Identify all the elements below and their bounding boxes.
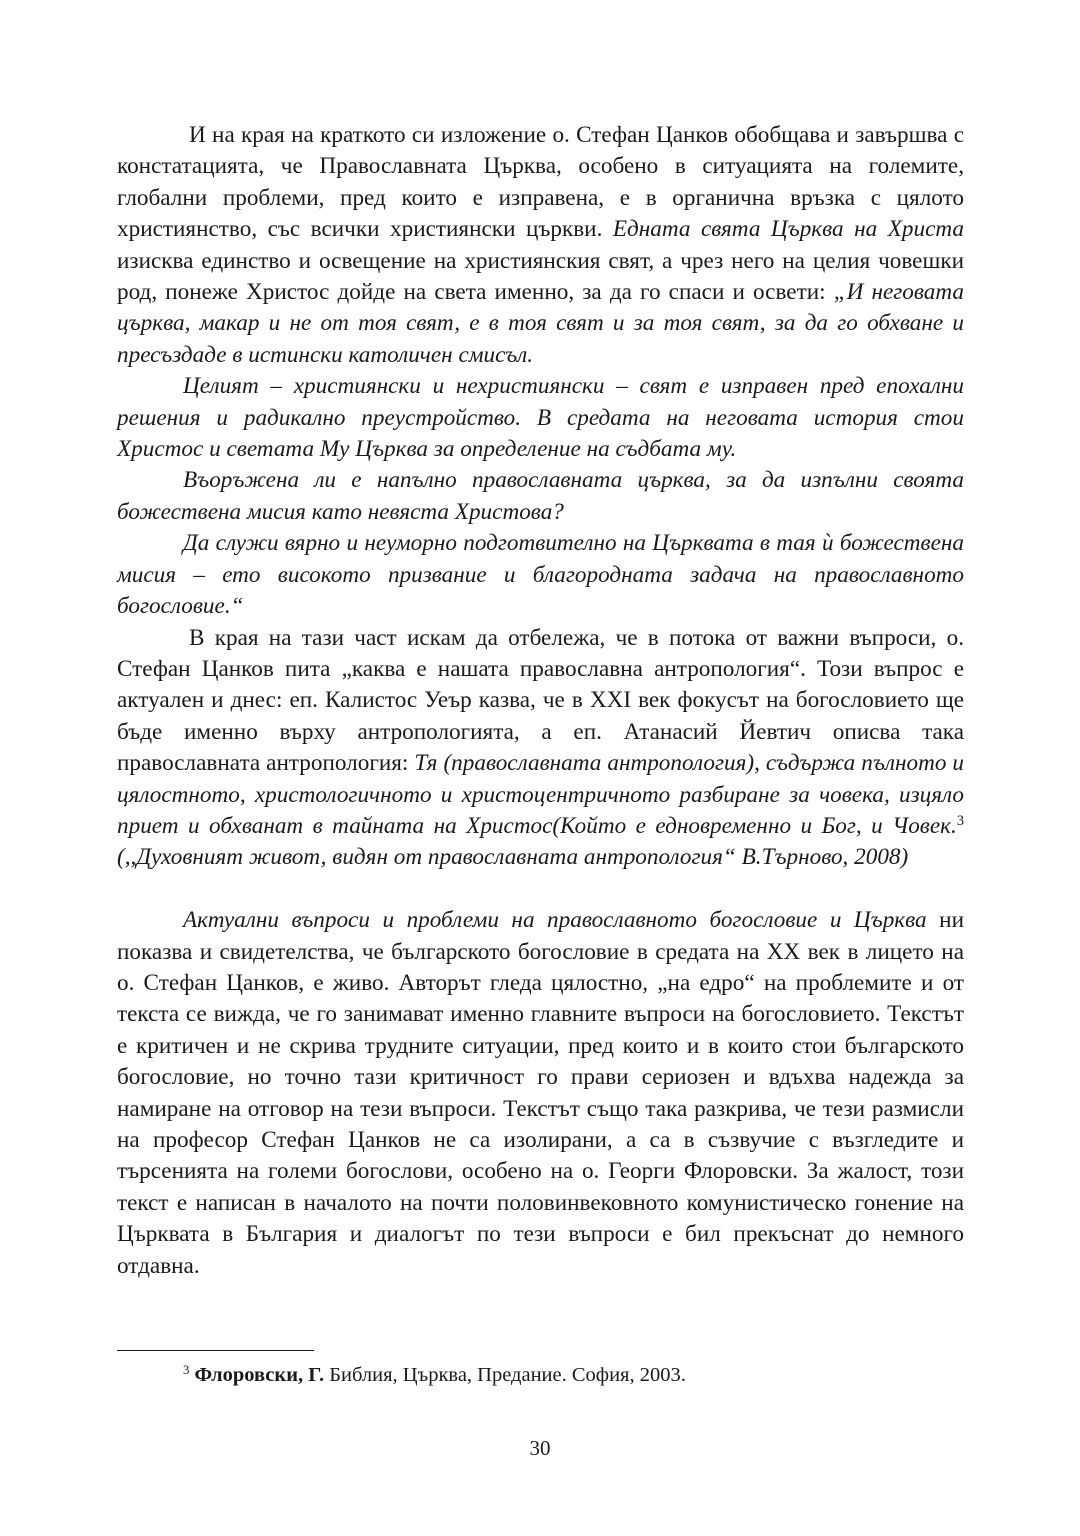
italic-text: „И неговата църква, макар и не от тоя свят, е в тоя свят и за тоя свят, за да го обхване и пресъздаде в истински католичен смисъл. — [117, 279, 965, 368]
text-run: ни показва и свидетелства, че българското богословие в средата на XX век в лицето на о. Стефан Цанков, е живо. Авторът гледа цялостно, „на едро“ на проблемите и от текста се вижда, че го занимават именно главните въпроси на богословието. Текстът е критичен и не скрива трудните ситуации, пред които и в които стои българското богословие, но точно тази критичност го прави сериозен и вдъхва надежда за намиране на отговор на тези въпроси. Текстът също така разкрива, че тези размисли на професор Стефан Цанков не са изолирани, а са в съзвучие с възгледите и търсенията на големи богослови, особено на о. Георги Флоровски. За жалост, този текст е написан в началото на почти половинвековното комунистическо гонение на Църквата в България и диалогът по тези въпроси е бил прекъснат до немного отдавна. — [117, 907, 964, 1279]
footnote-reference: 3 — [956, 813, 964, 830]
body-text — [117, 120, 964, 1282]
text-run: изисква единство и освещение на християнския свят, а чрез него на целия човешки род, понеже Христос дойде на света именно, за да го спаси и освети: — [117, 247, 964, 306]
paragraph — [117, 623, 964, 874]
paragraph — [117, 528, 964, 622]
page-number: 30 — [529, 1436, 551, 1460]
paragraph-gap — [117, 874, 964, 905]
paragraph — [117, 905, 964, 1282]
text-run: И на края на краткото си изложение о. Стефан Цанков обобщава и завършва с констатацията, че Православната Църква, особено в ситуацията на големите, глобални проблеми, пред които е изправена, е в органична връзка с цялото християнство, със всички християнски църкви. — [117, 122, 964, 243]
footnote-separator — [117, 1350, 314, 1351]
italic-text: (,,Духовният живот, видян от православната антропология“ В.Търново, 2008) — [117, 844, 909, 871]
italic-text: Тя (православната антропология), съдържа пълното и цялостното, христологичното и христоцентричното разбиране за човека, изцяло приет и обхванат в тайната на Христос(Който е едновременно и Бог, и Човек. — [117, 750, 964, 839]
paragraph — [117, 371, 964, 465]
footnote — [183, 1362, 963, 1388]
paragraph — [117, 465, 964, 528]
text-run: В края на тази част искам да отбележа, че в потока от важни въпроси, о. Стефан Цанков пита „каква е нашата православна антропология“. Този въпрос е актуален и днес: еп. Калистос Уеър казва, че в XXI век фокусът на богословието ще бъде именно върху антропологията, а еп. Атанасий Йевтич описва така православната антропология: — [117, 624, 964, 777]
italic-text: Целият – християнски и нехристиянски – свят е изправен пред епохални решения и радикално преустройство. В средата на неговата история стои Христос и светата Му Църква за определение на съдбата му. — [117, 373, 964, 463]
italic-text: Едната свята Църква на Христа — [612, 216, 964, 243]
paragraph — [117, 120, 964, 371]
footnote-author: Флоровски, Г. — [194, 1364, 325, 1386]
italic-text: Актуални въпроси и проблеми на православното богословие и Църква — [183, 907, 927, 934]
italic-text: Въоръжена ли е напълно православната църква, за да изпълни своята божествена мисия като невяста Христова? — [117, 467, 964, 525]
footnote-text: Библия, Църква, Предание. София, 2003. — [324, 1364, 686, 1386]
footnote-marker: 3 — [183, 1363, 190, 1378]
italic-text: Да служи вярно и неуморно подготвително на Църквата в тая ѝ божествена мисия – ето високото призвание и благородната задача на православното богословие.“ — [117, 530, 964, 620]
